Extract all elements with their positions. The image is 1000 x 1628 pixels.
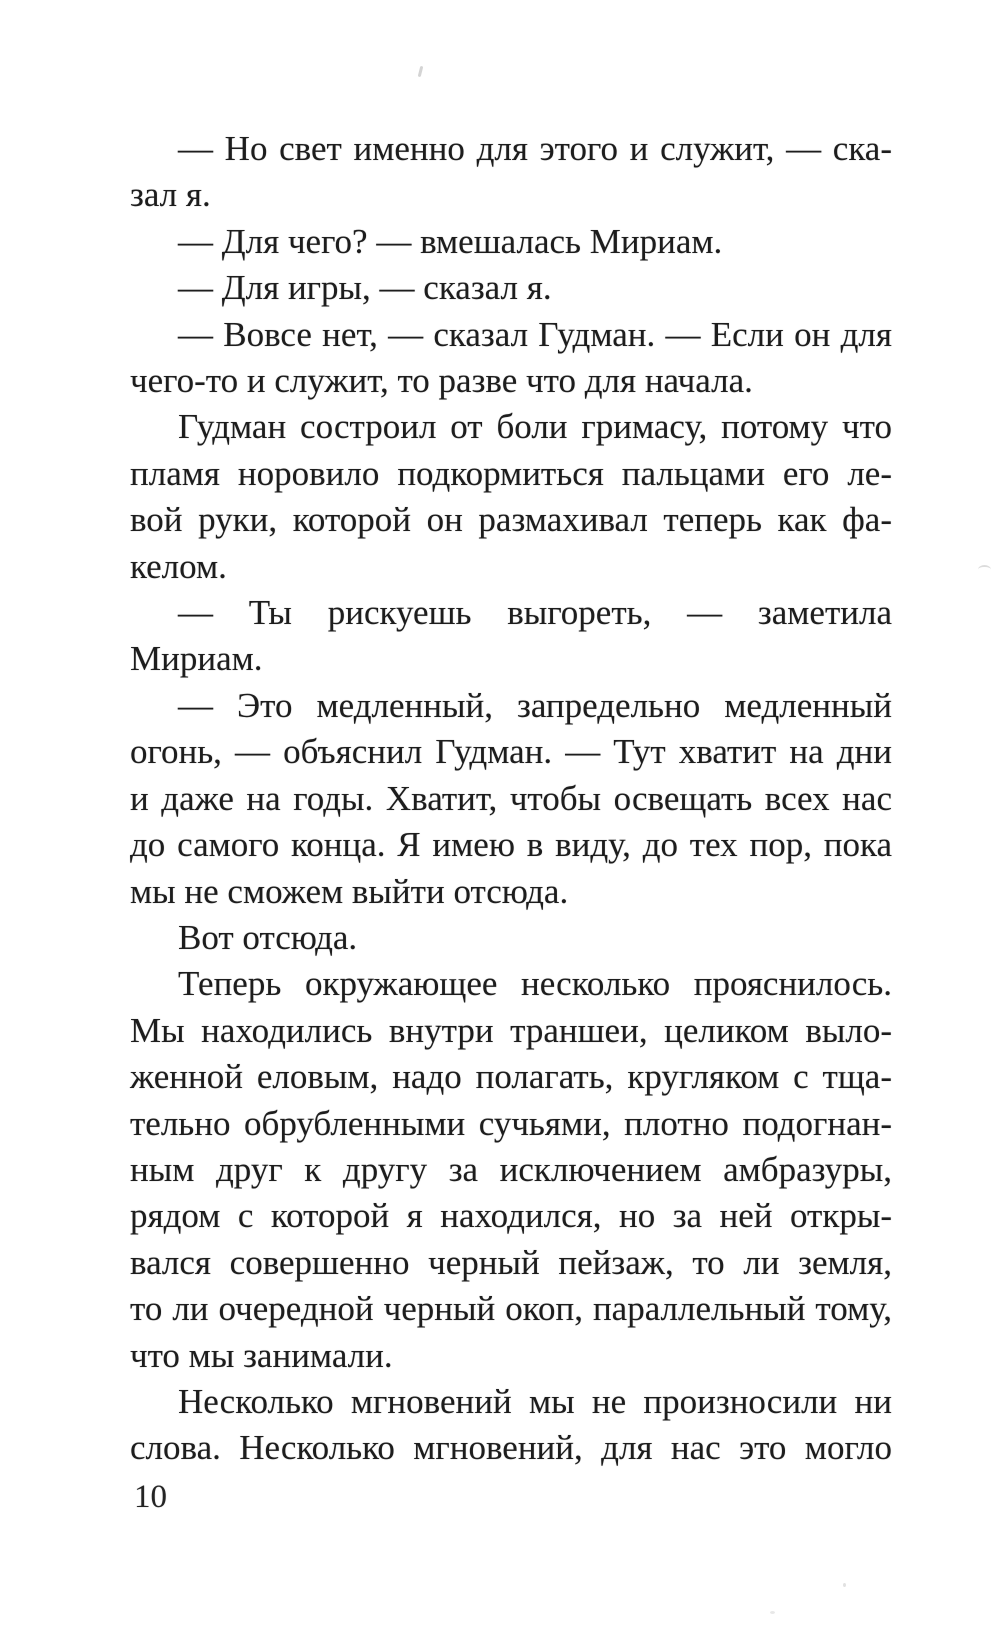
text-line: то ли очередной черный окоп, параллельный тому, — [130, 1289, 892, 1329]
text-line: келом. — [130, 546, 227, 586]
text-line: мы не сможем выйти отсюда. — [130, 871, 569, 911]
text-line: пламя норовило подкормиться пальцами его ле- — [130, 453, 892, 493]
text-line: — Вовсе нет, — сказал Гудман. — Если он для — [178, 314, 892, 354]
text-line: Теперь окружающее несколько прояснилось. — [178, 964, 892, 1004]
text-line: вался совершенно черный пейзаж, то ли земля, — [130, 1242, 892, 1282]
scan-speck-icon — [418, 66, 424, 77]
text-line: слова. Несколько мгновений, для нас это могло — [130, 1428, 892, 1468]
scan-speck-icon — [770, 1611, 775, 1614]
text-line: — Это медленный, запредельно медленный — [178, 685, 892, 725]
paragraph — [130, 590, 892, 683]
scan-speck-icon — [978, 565, 991, 574]
paragraph — [130, 1379, 892, 1472]
text-line: что мы занимали. — [130, 1335, 393, 1375]
paragraph — [130, 219, 892, 265]
page-number: 10 — [134, 1479, 167, 1515]
paragraph — [130, 915, 892, 961]
text-line: Гудман состроил от боли гримасу, потому что — [178, 407, 892, 447]
paragraph — [130, 312, 892, 405]
text-line: Вот отсюда. — [178, 917, 358, 957]
text-line: — Ты рискуешь выгореть, — заметила Мириам. — [130, 593, 892, 679]
text-block — [130, 126, 892, 1472]
text-line: — Для игры, — сказал я. — [178, 268, 552, 308]
text-line: зал я. — [130, 175, 211, 215]
paragraph — [130, 404, 892, 590]
paragraph — [130, 961, 892, 1379]
text-line: вой руки, которой он размахивал теперь как фа- — [130, 500, 892, 540]
text-line: чего-то и служит, то разве что для начала. — [130, 361, 753, 401]
text-line: Мы находились внутри траншеи, целиком выло- — [130, 1010, 892, 1050]
paragraph — [130, 683, 892, 915]
text-line: огонь, — объяснил Гудман. — Тут хватит на дни — [130, 732, 892, 772]
text-line: — Но свет именно для этого и служит, — ска- — [178, 129, 892, 168]
text-line: и даже на годы. Хватит, чтобы освещать всех нас — [130, 778, 892, 818]
text-line: — Для чего? — вмешалась Мириам. — [178, 221, 723, 261]
paragraph — [130, 265, 892, 311]
text-line: рядом с которой я находился, но за ней откры- — [130, 1196, 892, 1236]
text-line: ным друг к другу за исключением амбразуры, — [130, 1149, 892, 1189]
scan-speck-icon — [843, 1583, 846, 1587]
text-line: тельно обрубленными сучьями, плотно подогнан- — [130, 1103, 892, 1143]
text-line: до самого конца. Я имею в виду, до тех пор, пока — [130, 825, 892, 865]
text-line: женной еловым, надо полагать, кругляком с тща- — [130, 1057, 892, 1097]
paragraph — [130, 126, 892, 219]
text-line: Несколько мгновений мы не произносили ни — [178, 1381, 892, 1421]
